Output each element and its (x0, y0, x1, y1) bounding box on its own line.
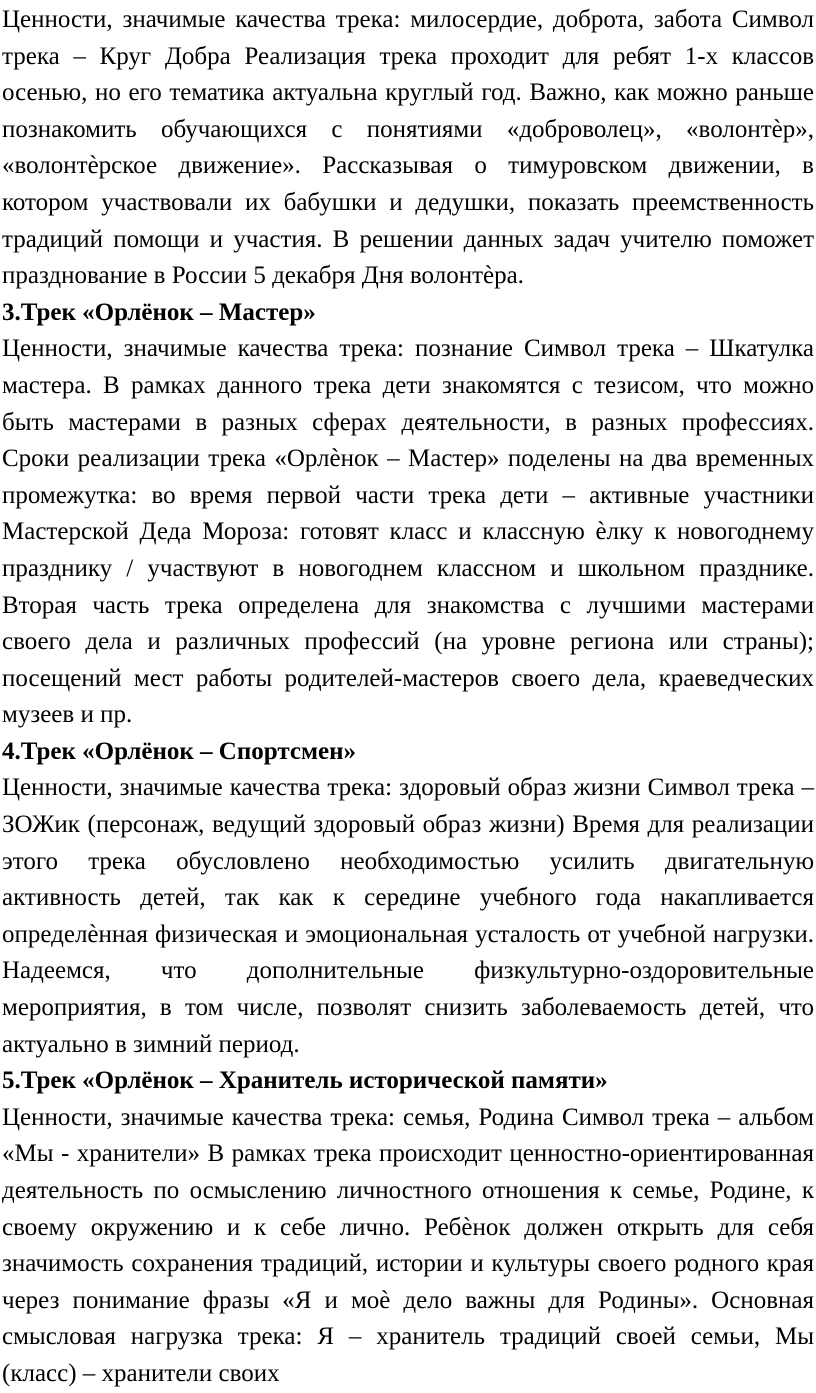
heading-track-master: 3.Трек «Орлёнок – Мастер» (2, 298, 316, 326)
heading-track-sportsman: 4.Трек «Орлёнок – Спортсмен» (2, 737, 357, 765)
paragraph-track-sportsman: Ценности, значимые качества трека: здоровый образ жизни Символ трека – ЗОЖик (персонаж, ведущий здоровый образ жизни) Время для реализации этого трека обусловлено необходимостью усилить двигательную активность детей, так как к середине учебного года накапливается определѐнная физическая и эмоциональная усталость от учебной нагрузки. Надеемся, что дополнительные физкультурно-оздоровительные мероприятия, в том числе, позволят снизить заболеваемость детей, что актуально в зимний период. (2, 774, 814, 1058)
paragraph-track-memory-keeper: Ценности, значимые качества трека: семья, Родина Символ трека – альбом «Мы - хранители» В рамках трека происходит ценностно-ориентированная деятельность по осмыслению личностного отношения к семье, Родине, к своему окружению и к себе лично. Ребѐнок должен открыть для себя значимость сохранения традиций, истории и культуры своего родного края через понимание фразы «Я и моѐ дело важны для Родины». Основная смысловая нагрузка трека: Я – хранитель традиций своей семьи, Мы (класс) – хранители своих (2, 1103, 814, 1387)
paragraph-track-master: Ценности, значимые качества трека: познание Символ трека – Шкатулка мастера. В рамках данного трека дети знакомятся с тезисом, что можно быть мастерами в разных сферах деятельности, в разных профессиях. Сроки реализации трека «Орлѐнок – Мастер» поделены на два временных промежутка: во время первой части трека дети – активные участники Мастерской Деда Мороза: готовят класс и классную ѐлку к новогоднему празднику / участвуют в новогоднем классном и школьном празднике. Вторая часть трека определена для знакомства с лучшими мастерами своего дела и различных профессий (на уровне региона или страны); посещений мест работы родителей-мастеров своего дела, краеведческих музеев и пр. (2, 335, 814, 729)
heading-track-memory-keeper: 5.Трек «Орлёнок – Хранитель исторической памяти» (2, 1067, 608, 1095)
paragraph-intro: Ценности, значимые качества трека: милосердие, доброта, забота Символ трека – Круг Добра Реализация трека проходит для ребят 1-х классов осенью, но его тематика актуальна круглый год. Важно, как можно раньше познакомить обучающихся с понятиями «доброволец», «волонтѐр», «волонтѐрское движение». Рассказывая о тимуровском движении, в котором участвовали их бабушки и дедушки, показать преемственность традиций помощи и участия. В решении данных задач учителю поможет празднование в России 5 декабря Дня волонтѐра. (2, 6, 814, 290)
